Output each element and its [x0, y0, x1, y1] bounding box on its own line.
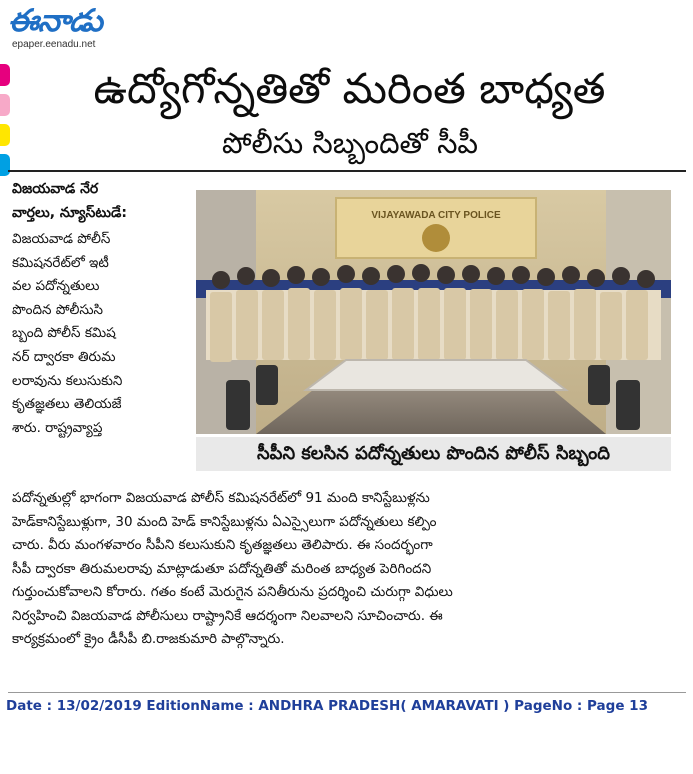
- photo-caption: సీపీని కలసిన పదోన్నతులు పొందిన పోలీస్ సిబ్బంది: [196, 437, 671, 471]
- eenadu-logo: [8, 4, 140, 54]
- strip-cyan: [0, 154, 10, 176]
- byline: [12, 177, 192, 225]
- text-line: పదోన్నతుల్లో భాగంగా విజయవాడ పోలీస్ కమిషనరేట్‌లో 91 మంది కానిస్టేబుళ్లను: [12, 490, 430, 506]
- text-line: కమిషనరేట్‌లో ఇటీ: [12, 254, 109, 271]
- text-line: హెడ్‌కానిస్టేబుళ్లుగా, 30 మంది హెడ్ కానిస్టేబుళ్లను ఏఎస్సైలుగా పదోన్నతులు కల్పిం: [12, 513, 437, 530]
- text-line: నిర్వహించి విజయవాడ పోలీసులు రాష్ట్రానికే ఆదర్శంగా నిలవాలని సూచించారు. ఈ: [12, 607, 443, 624]
- text-line: వల పదోన్నతులు: [12, 278, 100, 295]
- color-strip: [0, 64, 10, 184]
- headline-rule: [8, 170, 686, 172]
- article-left-column: [12, 228, 190, 440]
- text-line: కృతజ్ఞతలు తెలియజే: [12, 396, 122, 413]
- text-line: విజయవాడ పోలీస్: [12, 231, 111, 247]
- text-line: కార్యక్రమంలో క్రైం డీసీపీ బి.రాజకుమారి పాల్గొన్నారు.: [12, 631, 285, 647]
- text-line: నర్ ద్వారకా తిరుమ: [12, 348, 116, 365]
- strip-pink: [0, 94, 10, 116]
- text-line: పొందిన పోలీసుసి: [12, 301, 104, 318]
- text-line: బ్బంది పోలీస్ కమిష: [12, 325, 116, 342]
- text-line: గుర్తుంచుకోవాలని కోరారు. గతం కంటే మెరుగైన పనితీరును ప్రదర్శించి చురుగ్గా విధులు: [12, 584, 453, 600]
- article-full-column: [12, 487, 680, 652]
- wall-sign: VIJAYAWADA CITY POLICE: [371, 210, 501, 221]
- article-headline: ఉద్యోగోన్నతితో మరింత బాధ్యత: [93, 64, 606, 113]
- text-line: చారు. వీరు మంగళవారం సీపీని కలుసుకుని కృతజ్ఞతలు తెలిపారు. ఈ సందర్భంగా: [12, 537, 433, 553]
- byline-line: విజయవాడ నేర: [12, 181, 99, 197]
- text-line: శారు. రాష్ట్రవ్యాప్త: [12, 419, 103, 436]
- article-subheadline: పోలీసు సిబ్బందితో సీపీ: [221, 126, 479, 160]
- epaper-url: epaper.eenadu.net: [12, 39, 96, 50]
- text-line: సీపీ ద్వారకా తిరుమలరావు మాట్లాడుతూ పదోన్నతితో మరింత బాధ్యత పెరిగిందని: [12, 560, 432, 577]
- footer-rule: [8, 692, 686, 693]
- strip-magenta: [0, 64, 10, 86]
- byline-line: వార్తలు, న్యూస్‌టుడే:: [12, 205, 127, 221]
- strip-yellow: [0, 124, 10, 146]
- text-line: లరావును కలుసుకుని: [12, 372, 123, 389]
- logo-text: ఈనాడు: [8, 3, 102, 39]
- edition-footer: Date : 13/02/2019 EditionName : ANDHRA PRADESH( AMARAVATI ) PageNo : Page 13: [6, 698, 648, 714]
- article-photo: [196, 190, 671, 434]
